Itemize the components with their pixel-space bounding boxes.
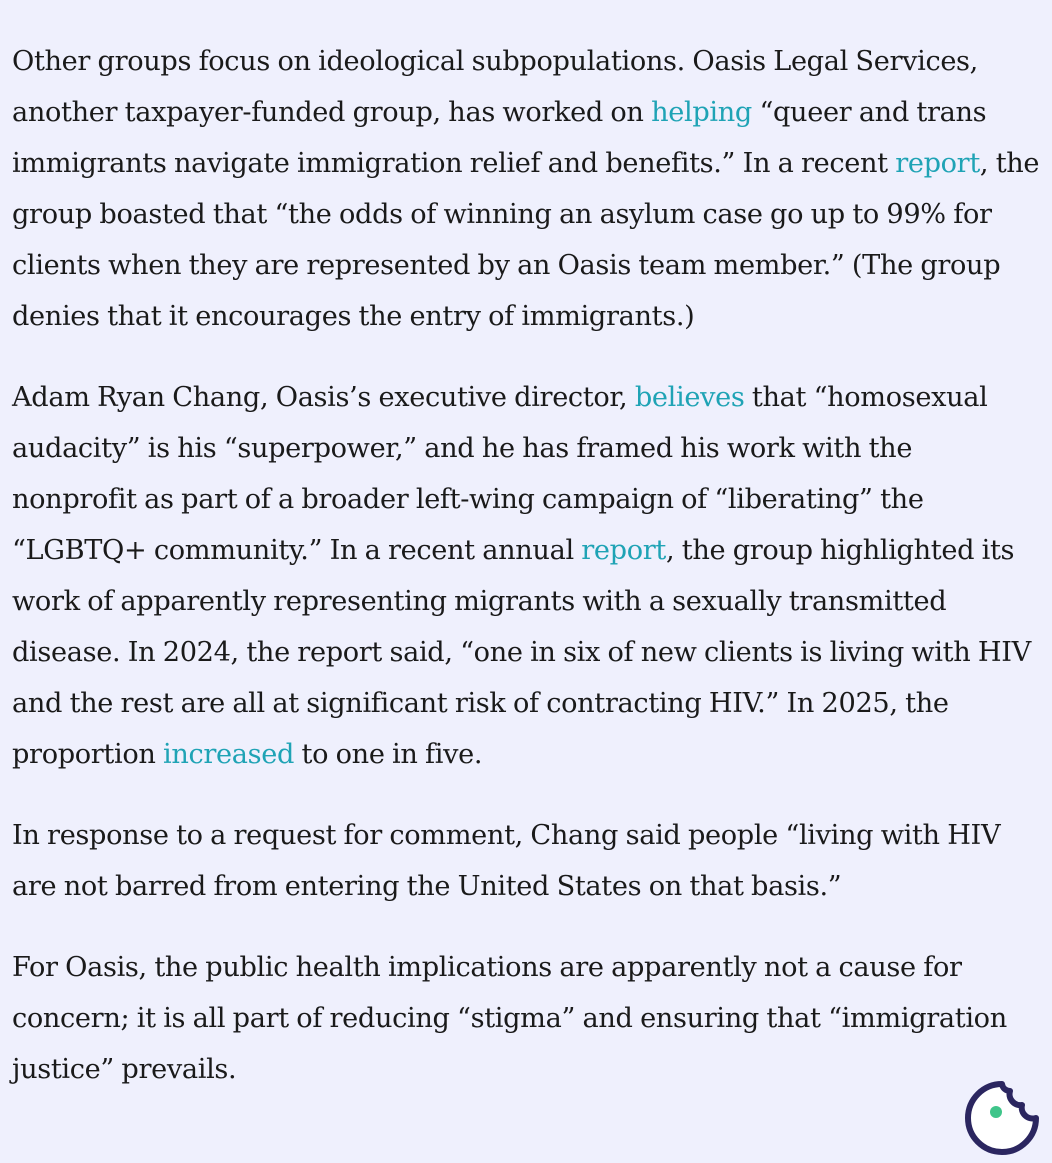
paragraph-text: to one in five. xyxy=(294,739,483,770)
article-body xyxy=(12,36,1044,1125)
paragraph-text: Other groups focus on ideological subpopulations. Oasis Legal Services, another taxpayer-funded group, has worked on xyxy=(12,46,978,128)
paragraph-text: For Oasis, the public health implications are apparently not a cause for concern; it is all part of reducing “stigma” and ensuring that “immigration justice” prevails. xyxy=(12,952,1007,1085)
inline-link-increased[interactable]: increased xyxy=(163,739,295,770)
inline-link-believes[interactable]: believes xyxy=(634,382,745,413)
inline-link-report[interactable]: report xyxy=(895,148,980,179)
cookie-settings-button[interactable] xyxy=(962,1078,1042,1158)
cookie-icon xyxy=(962,1078,1042,1158)
paragraph-text: In response to a request for comment, Chang said people “living with HIV are not barred from entering the United States on that basis.” xyxy=(12,820,1001,902)
inline-link-helping[interactable]: helping xyxy=(651,97,752,128)
paragraph-text: that “homosexual audacity” is his “superpower,” and he has framed his work with the nonprofit as part of a broader left-wing campaign of “liberating” the “LGBTQ+ community.” In a recent annual xyxy=(12,382,988,566)
paragraph-text: Adam Ryan Chang, Oasis’s executive director, xyxy=(12,382,635,413)
article-paragraph xyxy=(12,810,1044,912)
article-paragraph xyxy=(12,372,1044,780)
inline-link-report[interactable]: report xyxy=(581,535,666,566)
paragraph-text: “queer and trans immigrants navigate immigration relief and benefits.” In a recent xyxy=(12,97,987,179)
paragraph-text: , the group highlighted its work of apparently representing migrants with a sexually transmitted disease. In 2024, the report said, “one in six of new clients is living with HIV and the rest are all at significant risk of contracting HIV.” In 2025, the proportion xyxy=(12,535,1031,770)
article-paragraph xyxy=(12,36,1044,342)
paragraph-text: , the group boasted that “the odds of winning an asylum case go up to 99% for clients when they are represented by an Oasis team member.” (The group denies that it encourages the entry of immigrants.) xyxy=(12,148,1040,332)
article-paragraph xyxy=(12,942,1044,1095)
